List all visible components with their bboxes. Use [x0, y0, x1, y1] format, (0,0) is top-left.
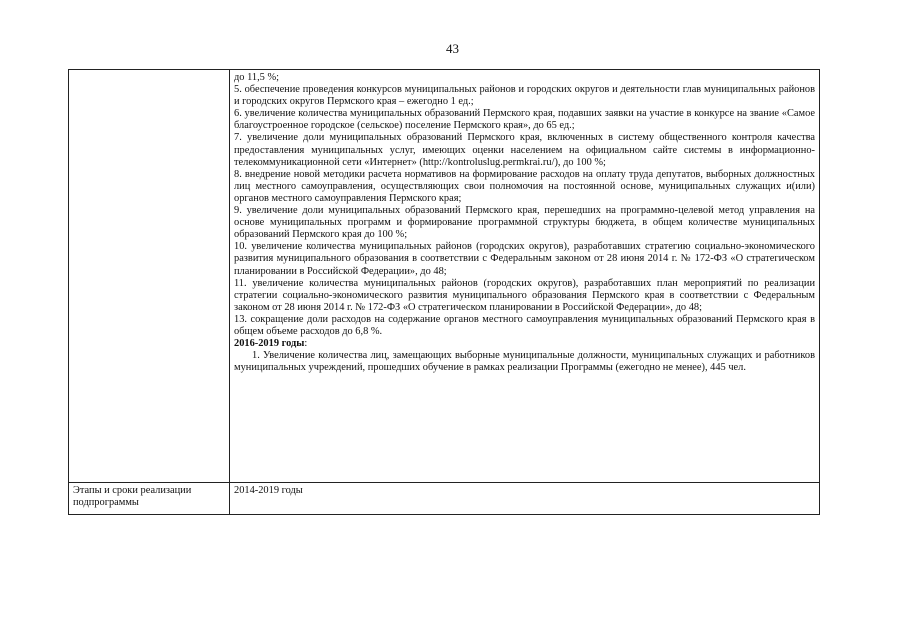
- period-subheading-colon: :: [304, 338, 308, 350]
- empty-label-cell: [69, 70, 230, 483]
- list-item: 11. увеличение количества муниципальных районов (городских округов), разработавших план мероприятий по реализации стратегии социально-экономического развития муниципального образования Пермского края в соответствии с Федеральным законом от 28 июня 2014 г. № 172-ФЗ «О стратегическом планировании в Российской Федерации», до 48;: [234, 277, 815, 313]
- table-row-stages: [69, 483, 820, 515]
- list-item: 8. внедрение новой методики расчета нормативов на формирование расходов на оплату труда депутатов, выборных должностных лиц местного самоуправления, осуществляющих свои полномочия на постоянной основе, муниципальных служащих и(или) органов местного самоуправления Пермского края;: [234, 168, 815, 204]
- period-subheading: [234, 338, 815, 350]
- period-subheading-text: 2016-2019 годы: [234, 338, 305, 350]
- list-item: 1. Увеличение количества лиц, замещающих выборные муниципальные должности, муниципальных служащих и работников муниципальных учреждений, прошедших обучение в рамках реализации Программы (ежегодно не менее), 445 чел.: [234, 350, 815, 374]
- list-item: 5. обеспечение проведения конкурсов муниципальных районов и городских округов и деятельности глав муниципальных районов и городских округов Пермского края – ежегодно 1 ед.;: [234, 84, 815, 108]
- stages-value: 2014-2019 годы: [230, 483, 820, 515]
- indicators-cell: [230, 70, 820, 483]
- list-item: до 11,5 %;: [234, 72, 280, 83]
- passport-table: [68, 69, 820, 515]
- list-item: 7. увеличение доли муниципальных образований Пермского края, включенных в систему общественного контроля качества предоставления муниципальных услуг, имеющих оценки населением на официальном сайте системы в информационно-телекоммуникационной сети «Интернет» (http://kontroluslug.permkrai.ru/), до 100 %;: [234, 132, 815, 168]
- list-item: 6. увеличение количества муниципальных образований Пермского края, подавших заявки на участие в конкурсе на звание «Самое благоустроенное городское (сельское) поселение Пермского края», до 65 ед.;: [234, 108, 815, 132]
- table-row-indicators: [69, 70, 820, 483]
- page-number: 43: [446, 41, 459, 56]
- list-item: 9. увеличение доли муниципальных образований Пермского края, перешедших на программно-целевой метод управления на основе муниципальных программ и формирование программной структуры бюджета, в общем количестве муниципальных образований Пермского края до 100 %;: [234, 205, 815, 241]
- list-item: 10. увеличение количества муниципальных районов (городских округов), разработавших стратегию социально-экономического развития муниципального образования в соответствии с Федеральным законом от 28 июня 2014 г. № 172-ФЗ «О стратегическом планировании в Российской Федерации», до 48;: [234, 241, 815, 277]
- list-item: 13. сокращение доли расходов на содержание органов местного самоуправления муниципальных образований Пермского края в общем объеме расходов до 6,8 %.: [234, 313, 815, 337]
- stages-label: Этапы и сроки реализации подпрограммы: [69, 483, 230, 515]
